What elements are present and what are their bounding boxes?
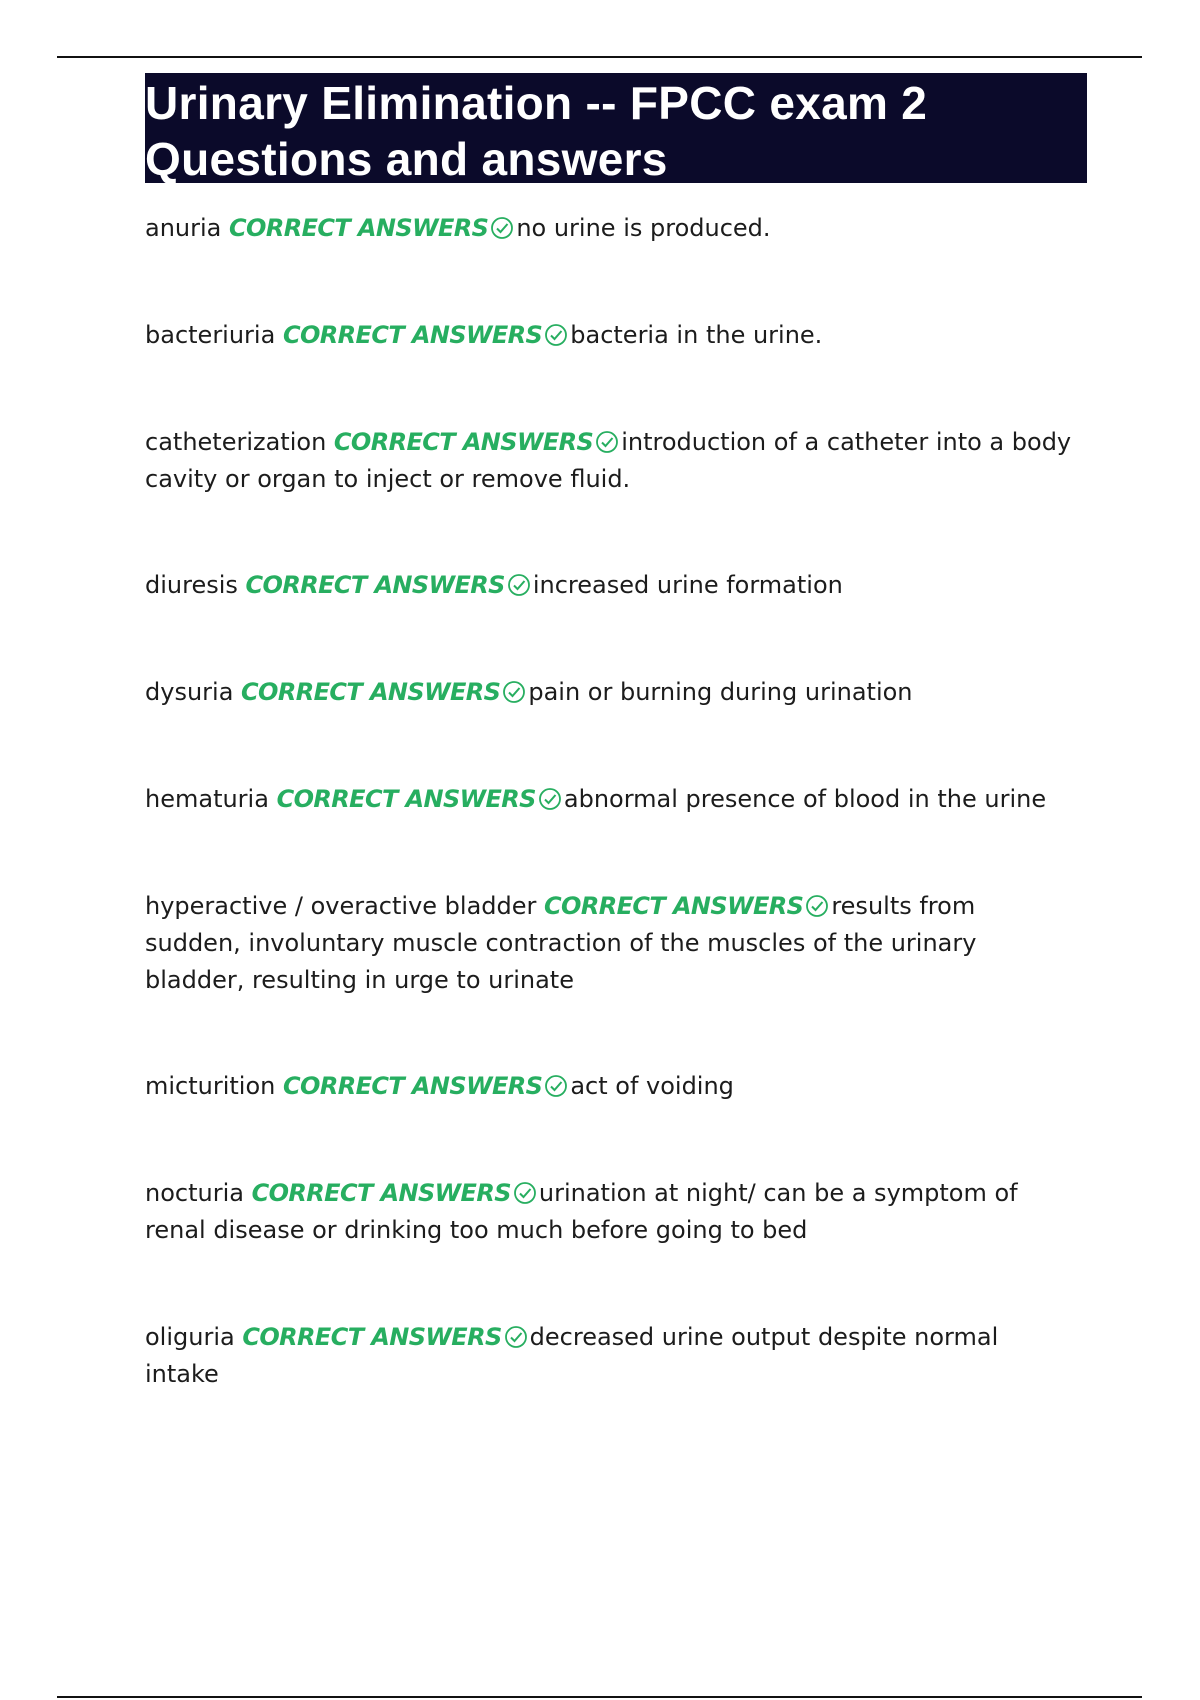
check-circle-icon [513,1181,537,1205]
entry-term: nocturia [145,1179,244,1207]
check-circle-icon [507,573,531,597]
entry-term: hyperactive / overactive bladder [145,892,537,920]
title-banner [145,73,1087,183]
check-circle-icon [595,430,619,454]
bottom-rule [57,1696,1142,1698]
entry-definition: no urine is produced. [516,214,771,242]
entry-term: diuresis [145,571,238,599]
entry-term: dysuria [145,678,234,706]
correct-answers-badge: CORRECT ANSWERS [242,1323,502,1351]
list-item [145,1068,1075,1105]
title-line-2: Questions and answers [145,133,668,185]
list-item [145,781,1075,818]
list-item [145,317,1075,354]
list-item [145,888,1075,999]
entry-definition: introduction of a catheter into a body cavity or organ to inject or remove fluid. [145,428,1072,493]
correct-answers-badge: CORRECT ANSWERS [544,892,804,920]
entry-definition: increased urine formation [532,571,843,599]
entry-term: catheterization [145,428,327,456]
check-circle-icon [544,1074,568,1098]
entry-term: oliguria [145,1323,235,1351]
check-circle-icon [538,787,562,811]
correct-answers-badge: CORRECT ANSWERS [241,678,501,706]
list-item [145,1175,1075,1249]
list-item [145,210,1075,247]
check-circle-icon [504,1325,528,1349]
top-rule [57,56,1142,58]
entry-definition: bacteria in the urine. [570,321,823,349]
title-line-1: Urinary Elimination -- FPCC exam 2 [145,77,928,129]
check-circle-icon [502,680,526,704]
entry-definition: pain or burning during urination [528,678,913,706]
entry-definition: urination at night/ can be a symptom of renal disease or drinking too much before going to bed [145,1179,1018,1244]
document-title [145,73,1087,187]
entry-term: anuria [145,214,222,242]
entry-definition: abnormal presence of blood in the urine [563,785,1047,813]
entry-term: bacteriuria [145,321,276,349]
correct-answers-badge: CORRECT ANSWERS [251,1179,511,1207]
list-item [145,1319,1075,1393]
check-circle-icon [490,216,514,240]
entry-term: hematuria [145,785,269,813]
check-circle-icon [805,894,829,918]
correct-answers-badge: CORRECT ANSWERS [276,785,536,813]
list-item [145,674,1075,711]
correct-answers-badge: CORRECT ANSWERS [245,571,505,599]
entry-definition: act of voiding [570,1072,734,1100]
entry-term: micturition [145,1072,276,1100]
entry-definition: decreased urine output despite normal intake [145,1323,999,1388]
entry-definition: results from sudden, involuntary muscle contraction of the muscles of the urinary bladder, resulting in urge to urinate [145,892,977,994]
correct-answers-badge: CORRECT ANSWERS [229,214,489,242]
list-item [145,424,1075,498]
correct-answers-badge: CORRECT ANSWERS [282,321,543,349]
correct-answers-badge: CORRECT ANSWERS [283,1072,543,1100]
list-item [145,567,1075,604]
check-circle-icon [544,323,568,347]
correct-answers-badge: CORRECT ANSWERS [333,428,594,456]
